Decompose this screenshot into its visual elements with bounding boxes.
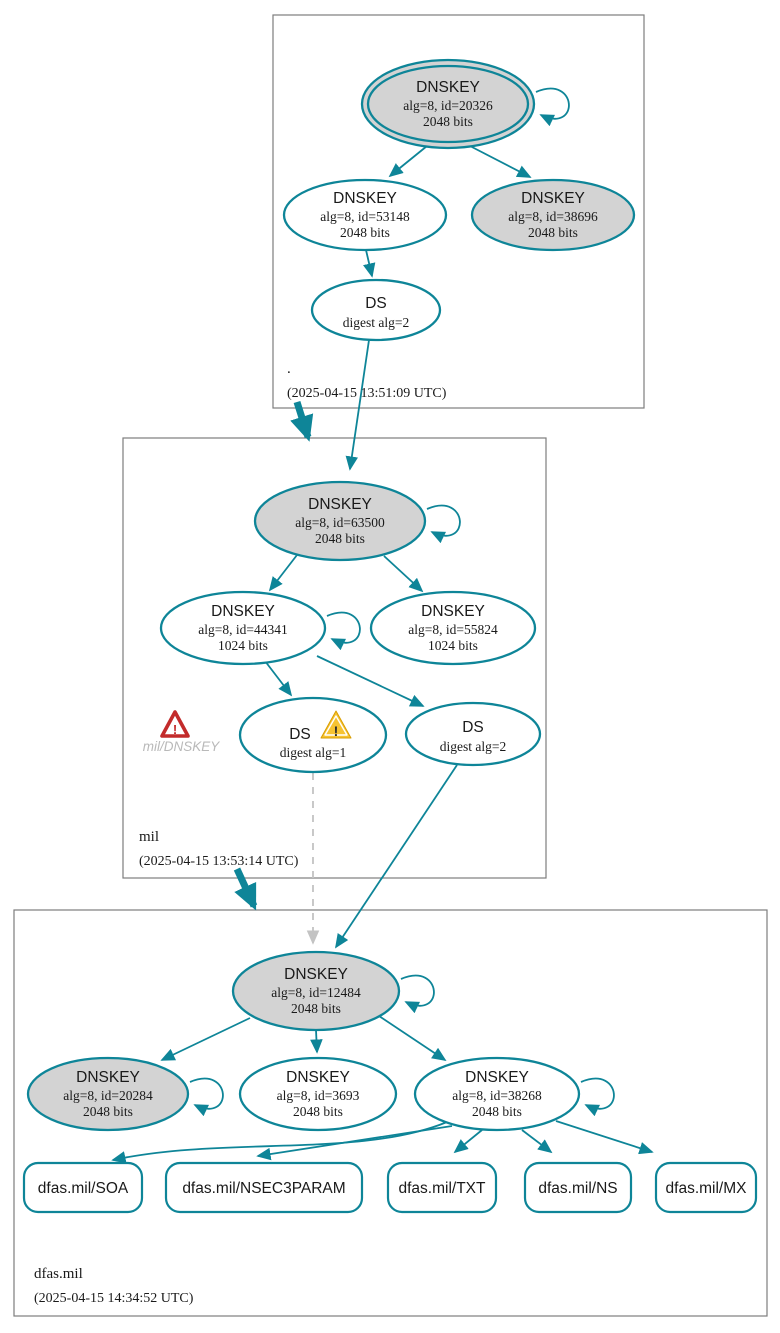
dnskey-node-3693[interactable] xyxy=(240,1058,396,1130)
node-attrs: alg=8, id=63500 xyxy=(295,515,385,530)
zone-timestamp-mil: (2025-04-15 13:53:14 UTC) xyxy=(139,854,299,869)
zone-timestamp-root: (2025-04-15 13:51:09 UTC) xyxy=(287,386,447,401)
node-bits: 2048 bits xyxy=(83,1104,133,1119)
zone-label-root: . xyxy=(287,361,291,377)
node-attrs: alg=8, id=3693 xyxy=(276,1088,360,1103)
rrset-node-nsec3param[interactable] xyxy=(166,1163,362,1212)
node-attrs: digest alg=1 xyxy=(279,745,347,760)
node-bits: 1024 bits xyxy=(428,638,478,653)
ds-ellipse[interactable] xyxy=(240,698,386,772)
dnskey-node-53148[interactable] xyxy=(284,180,446,250)
rrset-label: dfas.mil/SOA xyxy=(37,1180,129,1197)
node-attrs: alg=8, id=20284 xyxy=(63,1088,153,1103)
node-title: DNSKEY xyxy=(76,1069,140,1086)
rrset-label: dfas.mil/NS xyxy=(538,1180,618,1197)
node-title: DNSKEY xyxy=(286,1069,350,1086)
ds-node-mil-alg2[interactable] xyxy=(406,703,540,765)
node-title: DS xyxy=(289,726,311,743)
node-bits: 2048 bits xyxy=(472,1104,522,1119)
node-bits: 2048 bits xyxy=(291,1001,341,1016)
node-title: DNSKEY xyxy=(521,190,585,207)
edge-12484-to-3693 xyxy=(316,1030,317,1052)
node-title: DS xyxy=(365,295,387,312)
dnskey-node-38696[interactable] xyxy=(472,180,634,250)
ds-node-root[interactable] xyxy=(312,280,440,340)
dnskey-node-20326[interactable] xyxy=(362,60,534,148)
node-title: DNSKEY xyxy=(465,1069,529,1086)
node-title: DNSKEY xyxy=(308,496,372,513)
dnskey-node-55824[interactable] xyxy=(371,592,535,664)
rrset-node-ns[interactable] xyxy=(525,1163,631,1212)
node-bits: 2048 bits xyxy=(528,225,578,240)
node-title: DNSKEY xyxy=(333,190,397,207)
rrset-label: dfas.mil/TXT xyxy=(398,1180,486,1197)
rrset-node-soa[interactable] xyxy=(24,1163,142,1212)
node-attrs: alg=8, id=20326 xyxy=(403,98,493,113)
node-attrs: digest alg=2 xyxy=(342,315,410,330)
error-label: mil/DNSKEY xyxy=(142,739,220,754)
dnskey-node-38268[interactable] xyxy=(415,1058,579,1130)
ds-node-mil-alg1[interactable] xyxy=(240,698,386,772)
node-bits: 2048 bits xyxy=(293,1104,343,1119)
rrset-node-txt[interactable] xyxy=(388,1163,496,1212)
node-bits: 2048 bits xyxy=(423,114,473,129)
dnskey-node-44341[interactable] xyxy=(161,592,325,664)
rrset-node-mx[interactable] xyxy=(656,1163,756,1212)
node-title: DNSKEY xyxy=(421,603,485,620)
dnskey-node-63500[interactable] xyxy=(255,482,425,560)
zone-label-dfas-mil: dfas.mil xyxy=(34,1266,83,1282)
node-attrs: alg=8, id=12484 xyxy=(271,985,361,1000)
node-attrs: alg=8, id=44341 xyxy=(198,622,288,637)
node-title: DNSKEY xyxy=(284,966,348,983)
node-attrs: alg=8, id=53148 xyxy=(320,209,410,224)
node-attrs: alg=8, id=38268 xyxy=(452,1088,542,1103)
dnskey-node-20284[interactable] xyxy=(28,1058,188,1130)
warning-exclamation: ! xyxy=(333,723,339,739)
node-title: DS xyxy=(462,719,484,736)
node-bits: 1024 bits xyxy=(218,638,268,653)
zone-timestamp-dfas-mil: (2025-04-15 14:34:52 UTC) xyxy=(34,1291,194,1306)
zone-label-mil: mil xyxy=(139,829,160,845)
node-attrs: digest alg=2 xyxy=(439,739,507,754)
node-title: DNSKEY xyxy=(211,603,275,620)
node-bits: 2048 bits xyxy=(340,225,390,240)
dnskey-node-12484[interactable] xyxy=(233,952,399,1030)
rrset-label: dfas.mil/MX xyxy=(665,1180,747,1197)
node-bits: 2048 bits xyxy=(315,531,365,546)
error-exclamation: ! xyxy=(172,722,178,737)
rrset-label: dfas.mil/NSEC3PARAM xyxy=(182,1180,346,1197)
node-attrs: alg=8, id=55824 xyxy=(408,622,498,637)
node-attrs: alg=8, id=38696 xyxy=(508,209,598,224)
node-title: DNSKEY xyxy=(416,79,480,96)
